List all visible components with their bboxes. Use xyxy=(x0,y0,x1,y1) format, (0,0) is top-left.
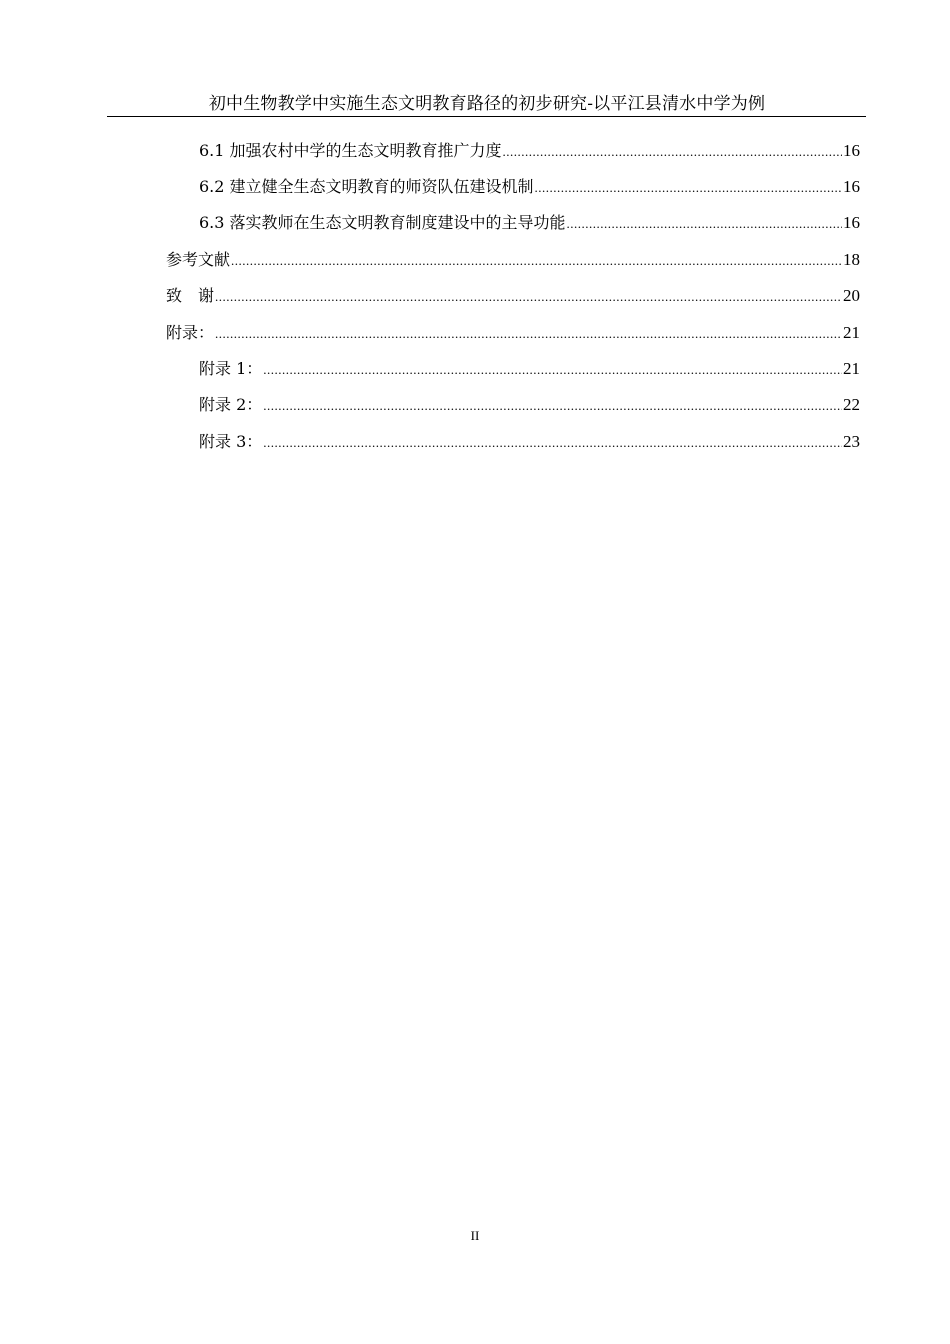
toc-page-number: 20 xyxy=(843,286,860,305)
toc-page-number: 16 xyxy=(843,141,860,160)
header-divider xyxy=(107,116,866,117)
toc-dot-leader xyxy=(567,212,842,236)
toc-entry-acknowledgements[interactable] xyxy=(166,284,860,308)
toc-page-number: 16 xyxy=(843,213,860,232)
toc-dot-leader xyxy=(231,249,842,273)
toc-page-number: 23 xyxy=(843,432,860,451)
toc-page-number: 21 xyxy=(843,359,860,378)
toc-entry-appendix-2[interactable] xyxy=(199,393,860,417)
toc-entry-title: 6.1 加强农村中学的生态文明教育推广力度 xyxy=(199,141,502,160)
toc-entry-6-2[interactable] xyxy=(199,175,860,199)
toc-dot-leader xyxy=(263,431,842,455)
toc-entry-appendix-3[interactable] xyxy=(199,430,860,454)
toc-entry-title: 附录： xyxy=(166,323,215,342)
toc-page-number: 16 xyxy=(843,177,860,196)
toc-entry-references[interactable] xyxy=(166,248,860,272)
running-header-title: 初中生物教学中实施生态文明教育路径的初步研究-以平江县清水中学为例 xyxy=(208,94,766,114)
toc-page-number: 18 xyxy=(843,250,860,269)
toc-entry-title: 附录 2： xyxy=(199,395,263,414)
toc-entry-6-3[interactable] xyxy=(199,211,860,235)
toc-dot-leader xyxy=(535,176,842,200)
toc-entry-title: 致 谢 xyxy=(166,286,215,305)
toc-entry-6-1[interactable] xyxy=(199,139,860,163)
toc-entry-title: 6.2 建立健全生态文明教育的师资队伍建设机制 xyxy=(199,177,534,196)
footer-page-number: II xyxy=(470,1228,480,1243)
toc-page-number: 21 xyxy=(843,323,860,342)
toc-dot-leader xyxy=(215,322,842,346)
toc-entry-title: 6.3 落实教师在生态文明教育制度建设中的主导功能 xyxy=(199,213,566,232)
toc-entry-title: 参考文献 xyxy=(166,250,231,269)
toc-entry-appendix-1[interactable] xyxy=(199,357,860,381)
toc-dot-leader xyxy=(215,285,842,309)
toc-dot-leader xyxy=(263,358,842,382)
toc-entry-title: 附录 3： xyxy=(199,432,263,451)
toc-dot-leader xyxy=(503,140,842,164)
toc-page-number: 22 xyxy=(843,395,860,414)
toc-dot-leader xyxy=(263,394,842,418)
toc-entry-appendix[interactable] xyxy=(166,321,860,345)
toc-entry-title: 附录 1： xyxy=(199,359,263,378)
